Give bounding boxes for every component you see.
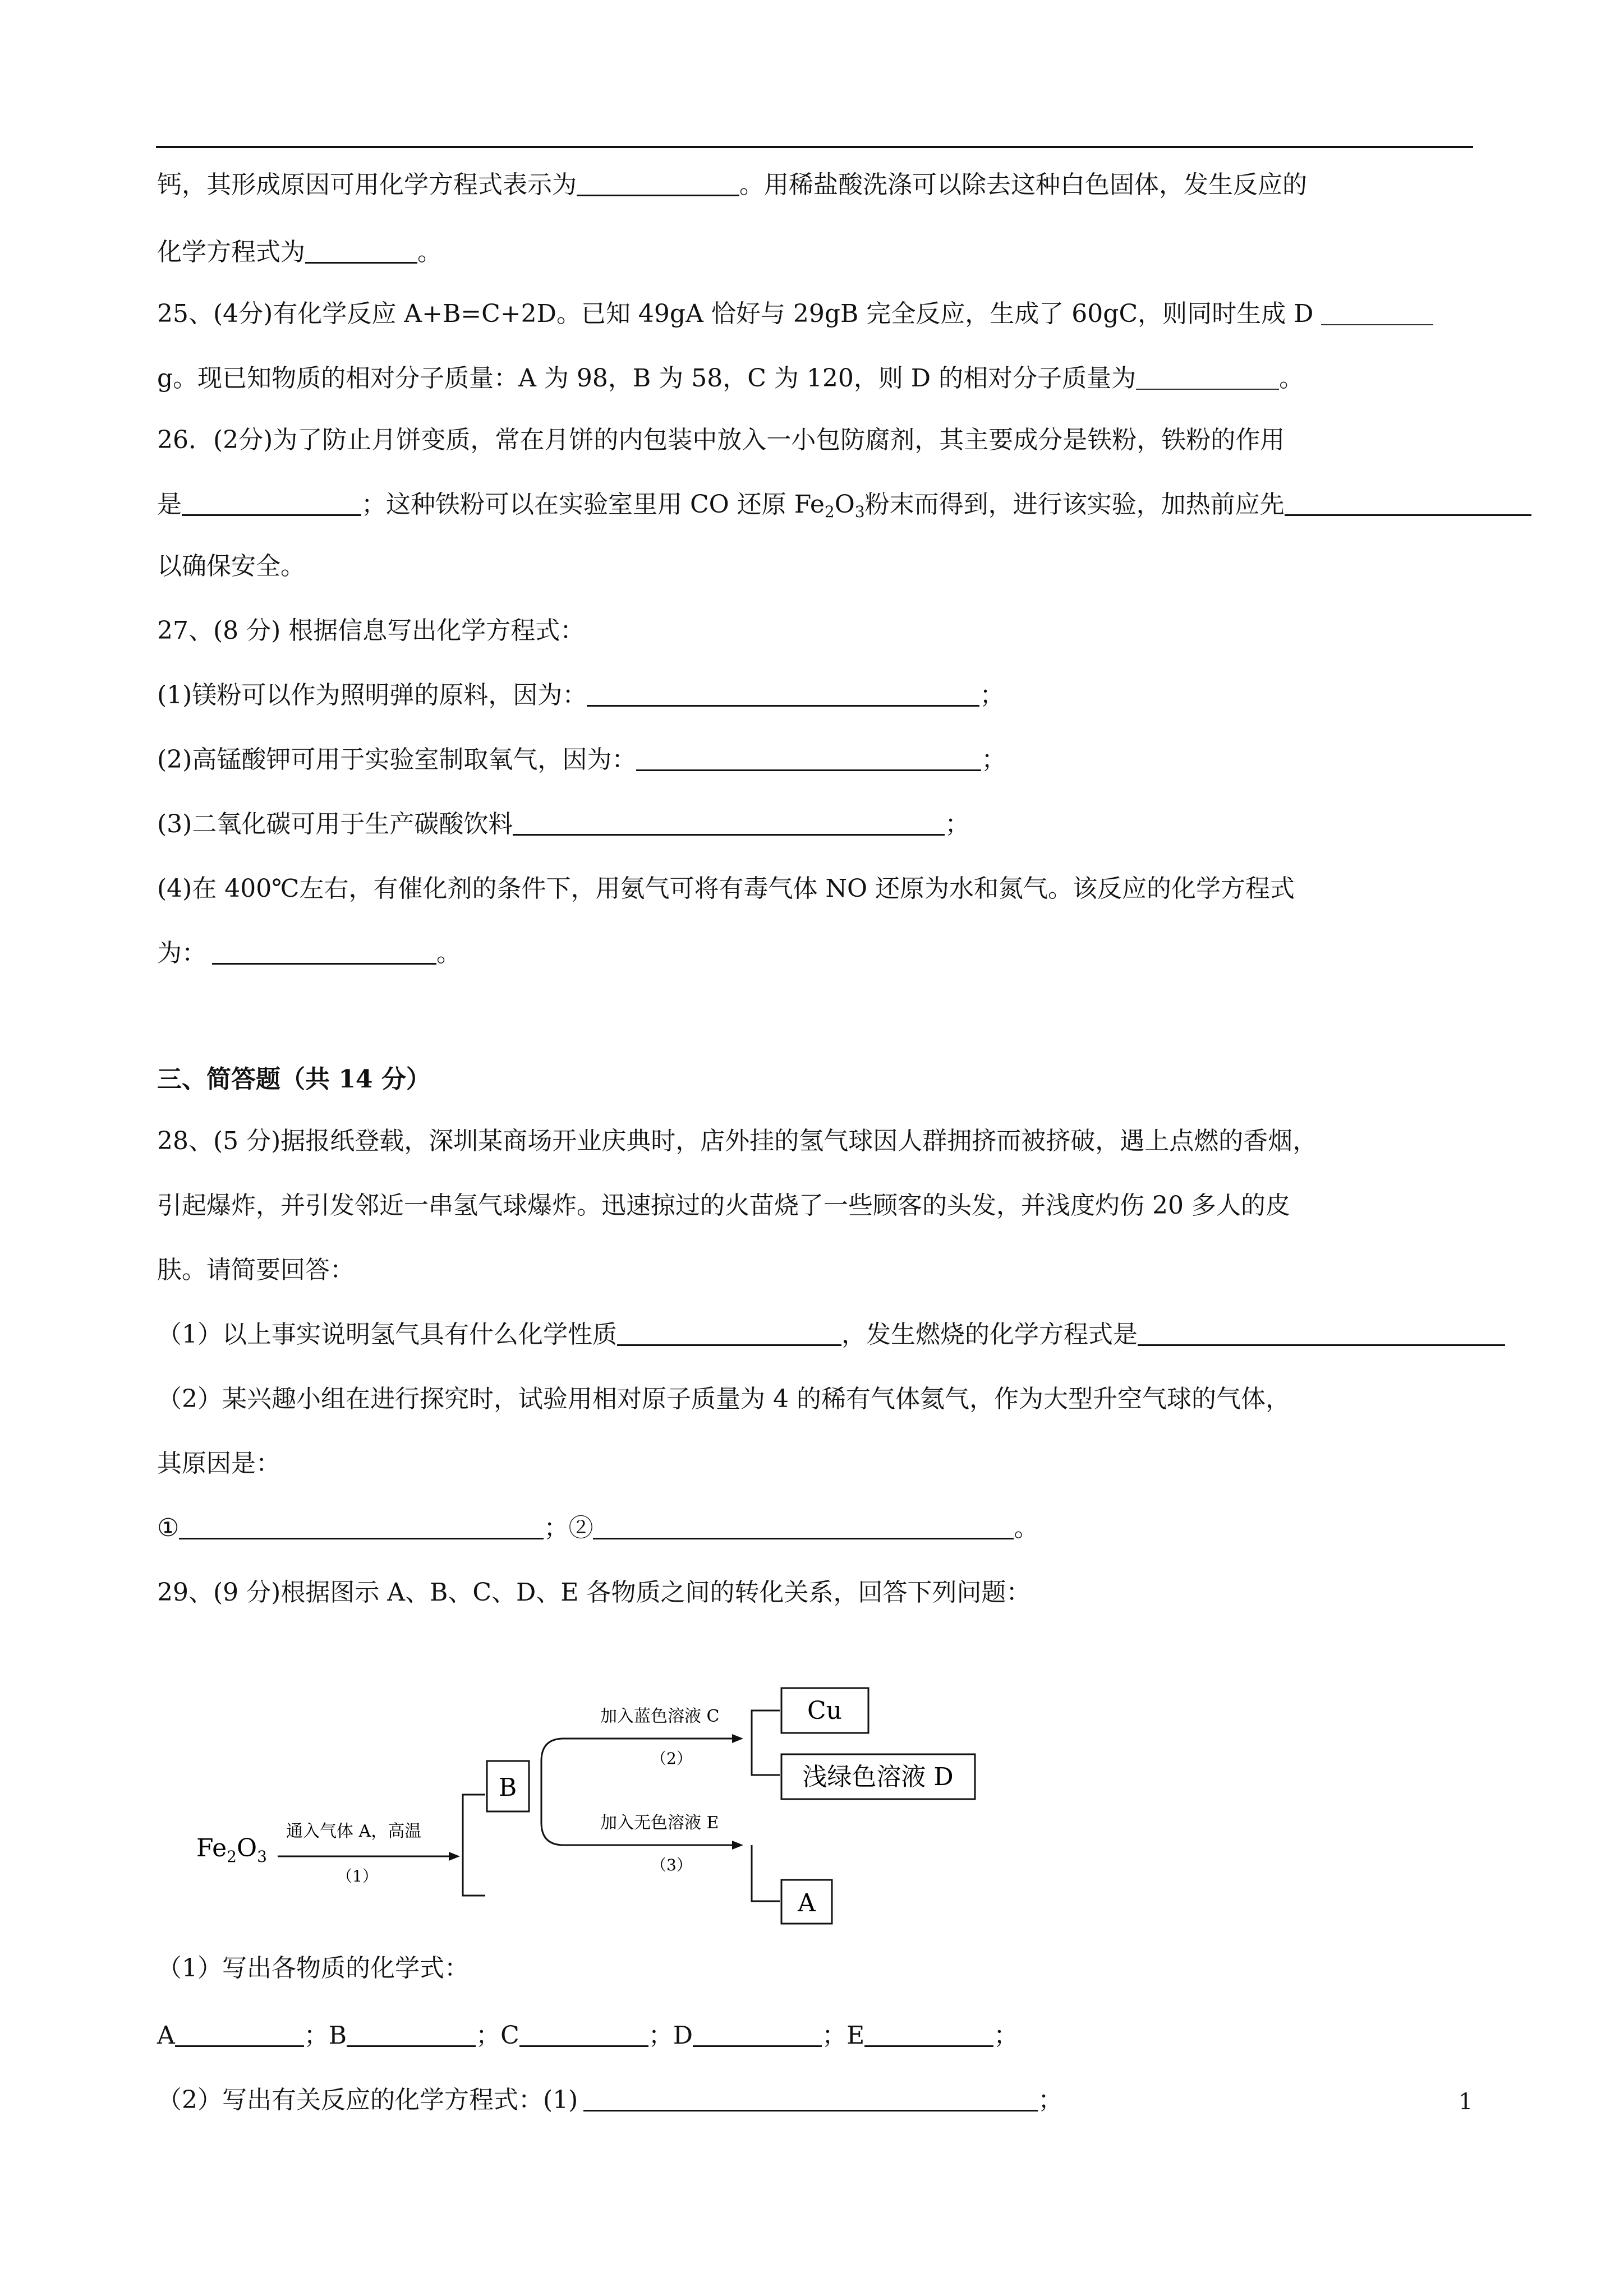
text: 。 <box>1279 364 1304 393</box>
question-27-item1 <box>157 679 1004 712</box>
answer-blank[interactable] <box>513 809 945 836</box>
question-26-line2 <box>157 488 1531 522</box>
diagram-start-label: $Fe_2O_3$ <box>196 1834 267 1866</box>
bracket-4 <box>752 1845 780 1901</box>
question-29-item1 <box>157 1952 469 1985</box>
arrow-3-step: （3） <box>651 1856 692 1874</box>
question-25-line2 <box>157 362 1304 395</box>
text: g。现已知物质的相对分子质量：A 为 98，B 为 58，C 为 120，则 D 的相对分子质量为 <box>157 364 1137 393</box>
text: 。 <box>417 238 442 266</box>
text: ；D <box>648 2021 693 2050</box>
question-28-item1 <box>157 1318 1505 1352</box>
answer-blank[interactable] <box>305 237 417 264</box>
question-26-line3 <box>157 550 305 583</box>
text: ； <box>981 745 1006 774</box>
bracket-1 <box>463 1795 485 1896</box>
text: 。 <box>1014 1514 1039 1542</box>
answer-blank[interactable] <box>519 2021 648 2047</box>
question-29-item2 <box>157 2083 1062 2117</box>
text: 27、(8 分) 根据信息写出化学方程式： <box>157 616 585 645</box>
question-29-formulas <box>157 2019 1018 2053</box>
text: ，发生燃烧的化学方程式是 <box>841 1320 1138 1349</box>
arrow-2-label: 加入蓝色溶液 C <box>600 1707 720 1726</box>
text: ① <box>157 1514 180 1542</box>
text: ；B <box>303 2021 347 2050</box>
arrow-3-head <box>732 1841 743 1850</box>
arrow-2-step: （2） <box>651 1749 692 1768</box>
text: (2)高锰酸钾可用于实验室制取氧气，因为： <box>157 745 637 774</box>
text: 为： <box>157 939 206 967</box>
text-line <box>157 168 1307 202</box>
arrow-2-head <box>732 1734 743 1743</box>
answer-blank[interactable] <box>864 2021 993 2047</box>
question-28-reasons <box>157 1511 1038 1545</box>
answer-blank[interactable] <box>693 2021 822 2047</box>
answer-blank[interactable] <box>347 2021 476 2047</box>
text: 其原因是： <box>157 1449 280 1478</box>
subscript: 2 <box>824 502 835 521</box>
text: 粉末而得到，进行该实验，加热前应先 <box>864 490 1285 519</box>
box-d-label: 浅绿色溶液 D <box>802 1763 954 1791</box>
question-27-item2 <box>157 743 1006 777</box>
text: 是 <box>157 490 182 519</box>
arrow-1-label: 通入气体 A，高温 <box>286 1822 422 1841</box>
text: ； <box>1038 2086 1063 2114</box>
answer-blank[interactable] <box>1321 299 1433 325</box>
text: (1)镁粉可以作为照明弹的原料，因为： <box>157 681 587 709</box>
answer-blank[interactable] <box>1136 364 1279 390</box>
answer-blank[interactable] <box>175 2021 304 2047</box>
text: 29、(9 分)根据图示 A、B、C、D、E 各物质之间的转化关系，回答下列问题： <box>157 1578 1031 1607</box>
box-b-label: B <box>498 1773 517 1802</box>
answer-blank[interactable] <box>617 1320 841 1346</box>
text: 以确保安全。 <box>157 552 305 580</box>
text: ； <box>993 2021 1019 2050</box>
question-29-title <box>157 1576 1030 1610</box>
text: ； <box>945 810 970 838</box>
text: 引起爆炸，并引发邻近一串氢气球爆炸。迅速掠过的火苗烧了一些顾客的头发，并浅度灼伤 20 多人的皮 <box>157 1191 1290 1220</box>
subscript: 3 <box>854 502 865 521</box>
answer-blank[interactable] <box>1138 1320 1505 1346</box>
text: ；E <box>822 2021 865 2050</box>
conversion-diagram <box>168 1677 1010 1935</box>
question-26-line1 <box>157 423 1285 457</box>
text: ；C <box>476 2021 519 2050</box>
text: 三、简答题（共 14 分） <box>157 1065 431 1094</box>
answer-blank[interactable] <box>636 745 981 771</box>
answer-blank[interactable] <box>212 938 436 965</box>
text: ； <box>979 681 1005 709</box>
question-25-line1 <box>157 297 1433 331</box>
question-27-title <box>157 614 585 648</box>
answer-blank[interactable] <box>593 1513 1014 1539</box>
text: (3)二氧化碳可用于生产碳酸饮料 <box>157 810 513 838</box>
answer-blank[interactable] <box>583 2085 1038 2111</box>
arrow-3-label: 加入无色溶液 E <box>600 1813 719 1833</box>
box-a-label: A <box>798 1889 816 1917</box>
text: 化学方程式为 <box>157 238 305 266</box>
header-rule <box>156 146 1473 148</box>
bracket-3 <box>752 1711 780 1775</box>
text-line <box>157 236 442 269</box>
text: O <box>834 490 855 519</box>
box-cu-label: Cu <box>807 1696 843 1725</box>
text: （2）某兴趣小组在进行探究时，试验用相对原子质量为 4 的稀有气体氦气，作为大型升空气球的气体， <box>157 1385 1290 1413</box>
text: （2）写出有关反应的化学方程式：(1) <box>157 2086 578 2114</box>
text: A <box>157 2021 175 2050</box>
text: 肤。请简要回答： <box>157 1256 355 1284</box>
text: (4)在 400℃左右，有催化剂的条件下，用氨气可将有毒气体 NO 还原为水和氮气。该反应的化学方程式 <box>157 874 1295 903</box>
answer-blank[interactable] <box>179 1513 544 1539</box>
text: 25、(4分)有化学反应 A+B=C+2D。已知 49gA 恰好与 29gB 完全反应，生成了 60gC，则同时生成 D <box>157 299 1314 328</box>
question-27-item4 <box>157 872 1295 906</box>
text: 。用稀盐酸洗涤可以除去这种白色固体，发生反应的 <box>739 170 1307 199</box>
question-28-line1 <box>157 1124 1317 1158</box>
section-title <box>157 1063 431 1096</box>
page-number: 1 <box>1459 2089 1473 2115</box>
text: 26．(2分)为了防止月饼变质，常在月饼的内包装中放入一小包防腐剂，其主要成分是铁粉，铁粉的作用 <box>157 426 1285 454</box>
question-27-item4-answer <box>157 937 461 970</box>
question-28-item2-cont <box>157 1447 280 1481</box>
answer-blank[interactable] <box>1285 490 1531 516</box>
question-28-line2 <box>157 1189 1290 1223</box>
answer-blank[interactable] <box>182 490 361 516</box>
bracket-2 <box>541 1739 564 1845</box>
question-28-line3 <box>157 1253 355 1287</box>
text: ；这种铁粉可以在实验室里用 CO 还原 Fe <box>361 490 825 519</box>
text: （1）写出各物质的化学式： <box>157 1954 469 1983</box>
question-28-item2 <box>157 1382 1290 1416</box>
question-27-item3 <box>157 808 969 841</box>
text: ；② <box>544 1514 594 1542</box>
arrow-1-step: （1） <box>337 1867 378 1885</box>
text: 28、(5 分)据报纸登载，深圳某商场开业庆典时，店外挂的氢气球因人群拥挤而被挤破，遇上点燃的香烟， <box>157 1127 1318 1155</box>
answer-blank[interactable] <box>577 170 739 196</box>
answer-blank[interactable] <box>587 680 979 707</box>
text: 。 <box>436 939 461 967</box>
text: （1）以上事实说明氢气具有什么化学性质 <box>157 1320 617 1349</box>
arrow-1-head <box>449 1852 460 1861</box>
text: 钙，其形成原因可用化学方程式表示为 <box>157 170 577 199</box>
